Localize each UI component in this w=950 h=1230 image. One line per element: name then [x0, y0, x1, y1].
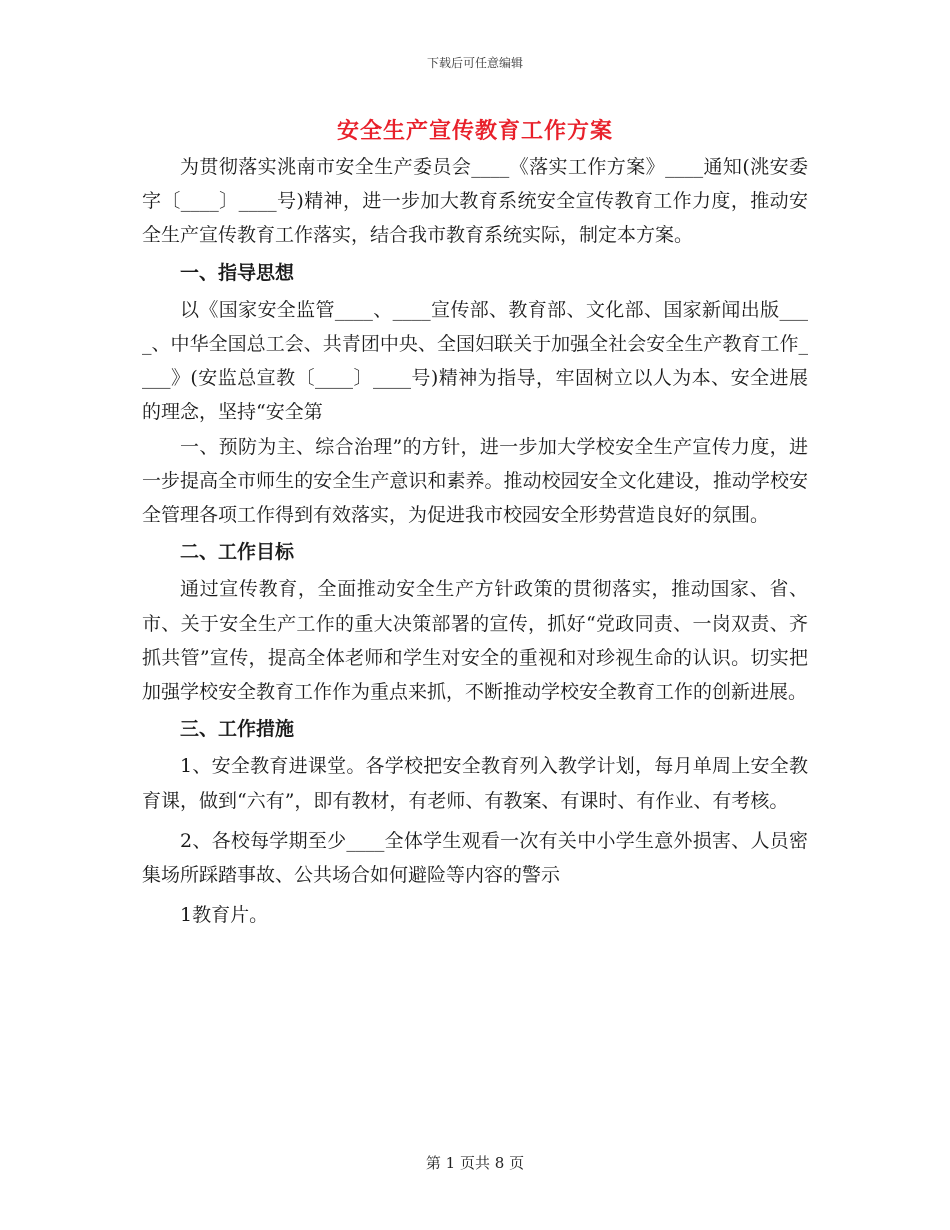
- section-heading-work-goals: 二、工作目标: [180, 541, 295, 564]
- paragraph-guiding-principle: 一、预防为主、综合治理”的方针，进一步加大学校安全生产宣传力度，进一步提高全市师生的安全生产意识和素养。推动校园安全文化建设，推动学校安全管理各项工作得到有效落实，为促进我市校园安全形势营造良好的氛围。: [142, 435, 808, 527]
- paragraph-measure-2: 2、各校每学期至少____全体学生观看一次有关中小学生意外损害、人员密集场所踩踏事故、公共场合如何避险等内容的警示: [142, 829, 808, 887]
- section-heading-guiding-ideology: 一、指导思想: [180, 261, 295, 284]
- paragraph-guiding-ideology: 以《国家安全监管____、____宣传部、教育部、文化部、国家新闻出版____、中华全国总工会、共青团中央、全国妇联关于加强全社会安全生产教育工作____》(安监总宣教〔____〕____号)精神为指导，牢固树立以人为本、安全进展的理念，坚持“安全第: [142, 298, 808, 424]
- paragraph-measure-1: 1、安全教育进课堂。各学校把安全教育列入教学计划，每月单周上安全教育课，做到“六有”，即有教材，有老师、有教案、有课时、有作业、有考核。: [142, 755, 808, 812]
- document-body: [142, 150, 808, 932]
- paragraph-measure-2-continued: 1教育片。: [180, 904, 269, 927]
- section-heading-work-measures: 三、工作措施: [180, 718, 295, 741]
- page-header-note: 下载后可任意编辑: [426, 56, 523, 70]
- document-title: 安全生产宣传教育工作方案: [336, 118, 613, 144]
- paragraph-intro: 为贯彻落实洮南市安全生产委员会____《落实工作方案》____通知(洮安委字〔____〕____号)精神，进一步加大教育系统安全宣传教育工作力度，推动安全生产宣传教育工作落实，结合我市教育系统实际，制定本方案。: [142, 156, 808, 247]
- paragraph-work-goals: 通过宣传教育，全面推动安全生产方针政策的贯彻落实，推动国家、省、市、关于安全生产工作的重大决策部署的宣传，抓好“党政同责、一岗双责、齐抓共管”宣传，提高全体老师和学生对安全的重视和对珍视生命的认识。切实把加强学校安全教育工作作为重点来抓，不断推动学校安全教育工作的创新进展。: [142, 578, 808, 704]
- page-footer-number: 第 1 页共 8 页: [425, 1154, 525, 1172]
